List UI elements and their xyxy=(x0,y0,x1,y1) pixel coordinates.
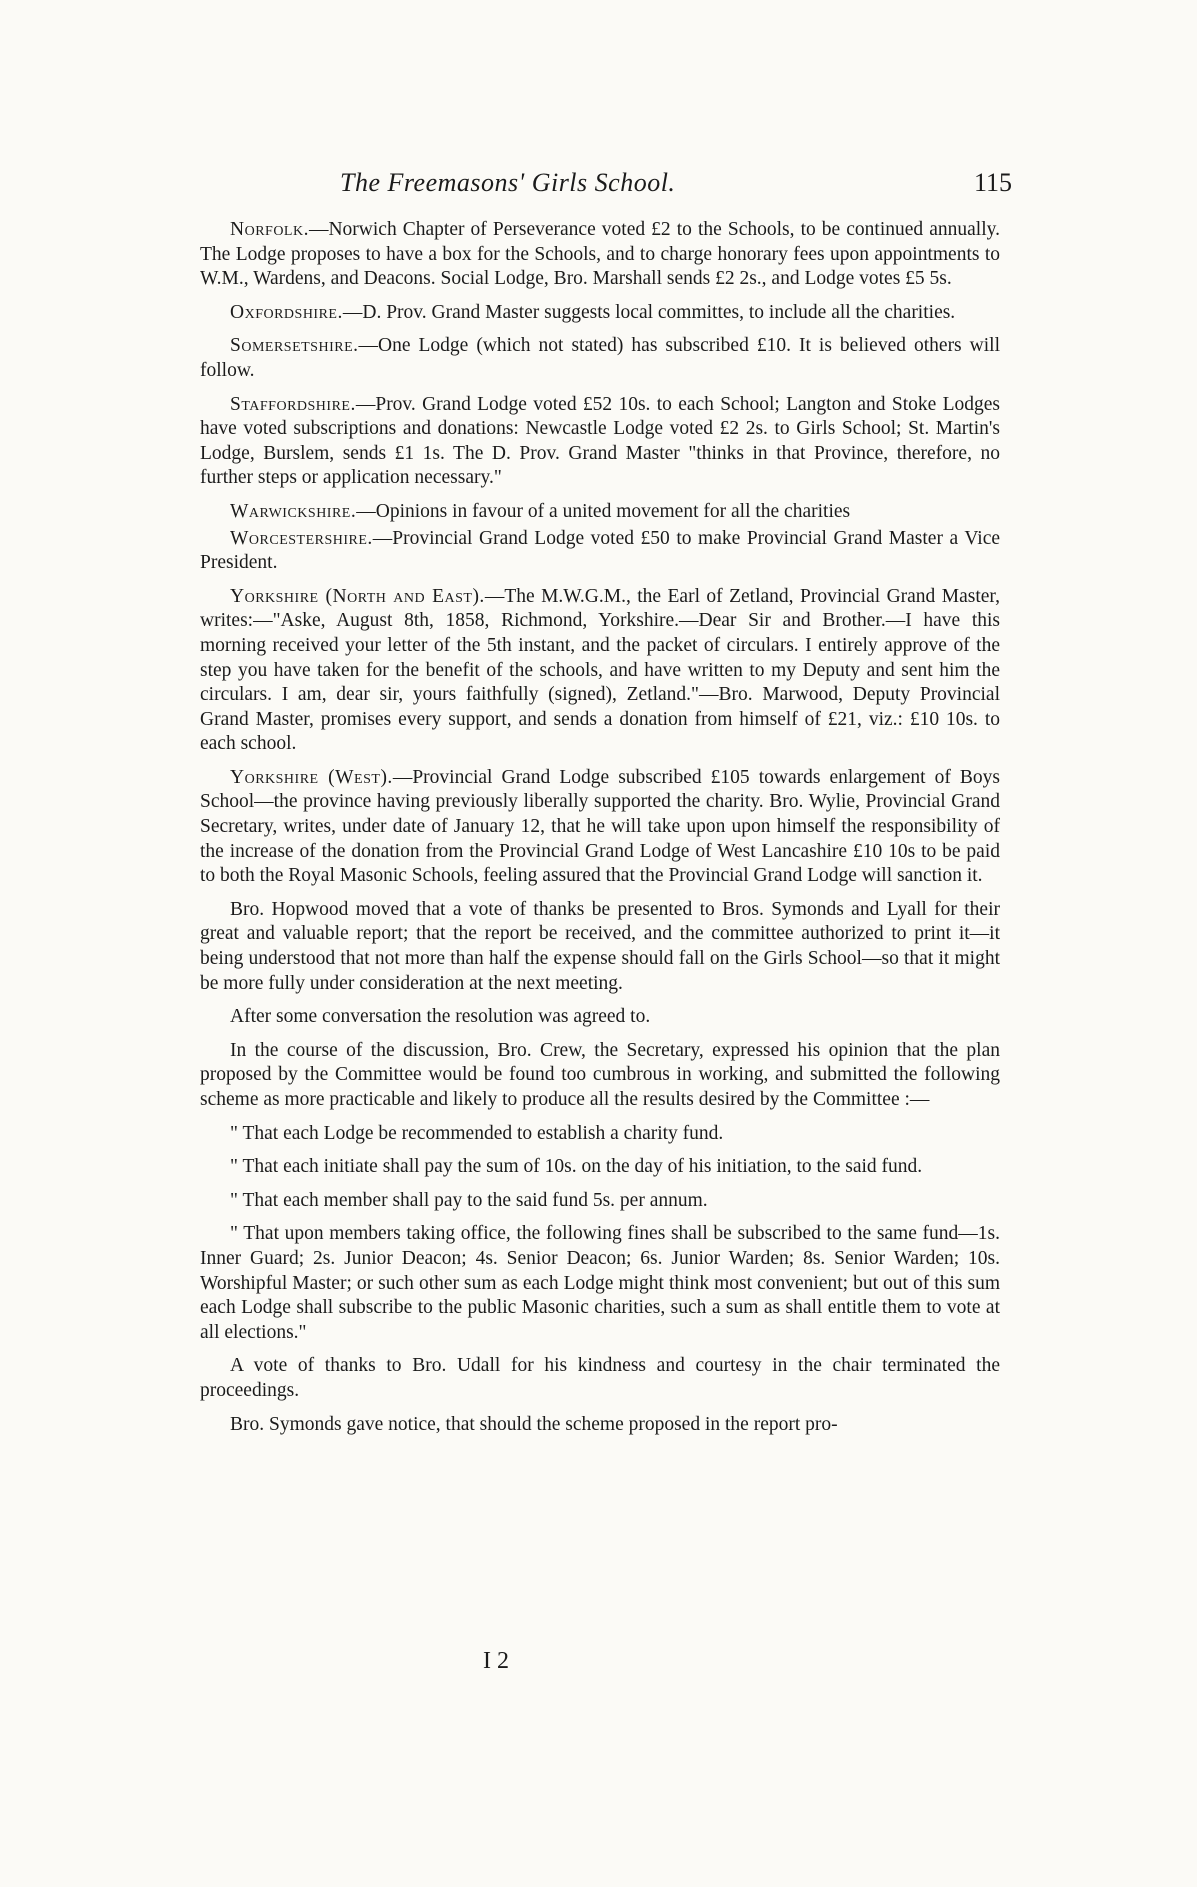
paragraph-lead: Oxfordshire. xyxy=(230,301,343,323)
paragraph-text: Bro. Symonds gave notice, that should the scheme proposed in the report pro- xyxy=(230,1413,838,1435)
paragraph xyxy=(200,500,1000,525)
paragraph xyxy=(200,1155,1000,1180)
paragraph xyxy=(200,218,1000,292)
paragraph-text: Bro. Hopwood moved that a vote of thanks be presented to Bros. Symonds and Lyall for their great and valuable report; that the report be received, and the committee authorized to print it—it being understood that not more than half the expense should fall on the Girls School—so that it might be more fully under consideration at the next meeting. xyxy=(200,898,1000,994)
paragraph-lead: Staffordshire. xyxy=(230,393,356,415)
paragraph xyxy=(200,1005,1000,1030)
paragraph-text: —D. Prov. Grand Master suggests local committes, to include all the charities. xyxy=(342,301,956,323)
page xyxy=(200,0,1012,1887)
paragraph xyxy=(200,1039,1000,1113)
paragraph-lead: Yorkshire (North and East). xyxy=(230,585,485,607)
paragraph xyxy=(200,1354,1000,1403)
paragraph xyxy=(200,334,1000,383)
paragraph-text: " That upon members taking office, the following fines shall be subscribed to the same fund—1s. Inner Guard; 2s. Junior Deacon; 4s. Senior Deacon; 6s. Junior Warden; 8s. Senior Warden; 10s. Worshipful Master; or such other sum as each Lodge might think most convenient; but out of this sum each Lodge shall subscribe to the public Masonic charities, such a sum as shall entitle them to vote at all elections." xyxy=(200,1223,1000,1343)
paragraph-text: —Provincial Grand Lodge voted £50 to make Provincial Grand Master a Vice President. xyxy=(200,527,1000,574)
paragraph xyxy=(200,898,1000,996)
paragraph-lead: Warwickshire. xyxy=(230,500,357,522)
paragraph xyxy=(200,1189,1000,1214)
paragraph-lead: Norfolk. xyxy=(230,219,309,240)
signature-mark: I 2 xyxy=(483,1648,509,1674)
paragraph xyxy=(200,393,1000,491)
paragraph-text: " That each Lodge be recommended to establish a charity fund. xyxy=(230,1122,724,1144)
paragraph-text: —The M.W.G.M., the Earl of Zetland, Provincial Grand Master, writes:—"Aske, August 8th, 1858, Richmond, Yorkshire.—Dear Sir and Brother.—I have this morning received your letter of the 5th instant, and the packet of circulars. I entirely approve of the step you have taken for the benefit of the schools, and have written to my Deputy and sent him the circulars. I am, dear sir, yours faithfully (signed), Zetland."—Bro. Marwood, Deputy Provincial Grand Master, promises every support, and sends a donation from himself of £21, viz.: £10 10s. to each school. xyxy=(200,585,1000,755)
paragraph-text: " That each member shall pay to the said fund 5s. per annum. xyxy=(230,1189,708,1211)
paragraph-text: After some conversation the resolution was agreed to. xyxy=(230,1006,651,1028)
paragraph-lead: Yorkshire (West). xyxy=(230,766,393,788)
paragraph-text: —Opinions in favour of a united movement for all the charities xyxy=(356,500,851,522)
body-text xyxy=(200,218,1000,1446)
running-title: The Freemasons' Girls School. xyxy=(340,168,676,197)
paragraph-lead: Worcestershire. xyxy=(230,527,373,549)
paragraph-lead: Somersetshire. xyxy=(230,335,359,357)
paragraph-text: —One Lodge (which not stated) has subscribed £10. It is believed others will follow. xyxy=(200,335,1000,381)
paragraph-text: A vote of thanks to Bro. Udall for his kindness and courtesy in the chair terminated the proceedings. xyxy=(200,1355,1000,1401)
paragraph-text: In the course of the discussion, Bro. Crew, the Secretary, expressed his opinion that the plan proposed by the Committee would be found too cumbrous in working, and submitted the following scheme as more practicable and likely to produce all the results desired by the Committee :— xyxy=(200,1039,1000,1110)
paragraph-text: —Prov. Grand Lodge voted £52 10s. to each School; Langton and Stoke Lodges have voted subscriptions and donations: Newcastle Lodge voted £2 2s. to Girls School; St. Martin's Lodge, Burslem, sends £1 1s. The D. Prov. Grand Master "thinks in that Province, therefore, no further steps or application necessary." xyxy=(200,393,1000,489)
paragraph-text: —Provincial Grand Lodge subscribed £105 towards enlargement of Boys School—the province having previously liberally supported the charity. Bro. Wylie, Provincial Grand Secretary, writes, under date of January 12, that he will take upon upon himself the responsibility of the increase of the donation from the Provincial Grand Lodge of West Lancashire £10 10s to be paid to both the Royal Masonic Schools, feeling assured that the Provincial Grand Lodge will sanction it. xyxy=(200,766,1000,887)
running-header xyxy=(200,168,1012,208)
paragraph xyxy=(200,585,1000,757)
paragraph xyxy=(200,1222,1000,1345)
paragraph xyxy=(200,301,1000,326)
paragraph-text: —Norwich Chapter of Perseverance voted £2 to the Schools, to be continued annually. The Lodge proposes to have a box for the Schools, and to charge honorary fees upon appointments to W.M., Wardens, and Deacons. Social Lodge, Bro. Marshall sends £2 2s., and Lodge votes £5 5s. xyxy=(200,219,1000,290)
paragraph-text: " That each initiate shall pay the sum of 10s. on the day of his initiation, to the said fund. xyxy=(230,1156,923,1178)
paragraph xyxy=(200,1122,1000,1147)
paragraph xyxy=(200,1413,1000,1438)
paragraph xyxy=(200,527,1000,576)
page-number: 115 xyxy=(973,168,1012,197)
paragraph xyxy=(200,766,1000,889)
